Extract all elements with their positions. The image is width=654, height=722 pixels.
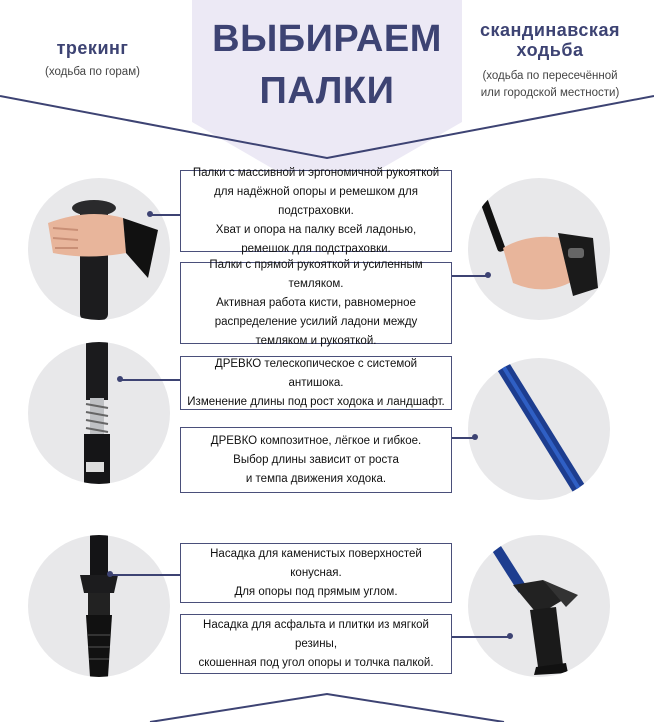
box-4-line-3: и темпа движения ходока. [245,472,387,485]
box-6-line-1: Насадка для асфальта и плитки из мягкой резины, [203,618,429,650]
pointer-dot-3 [117,376,123,382]
trekking-handle-image [28,178,170,320]
box-5-line-1: Насадка для каменистых поверхностей конусная. [210,547,422,579]
box-2-line-3: распределение усилий ладони между [214,315,418,328]
description-box-6 [180,614,452,674]
pointer-dot-5 [107,571,113,577]
right-category-title-line1: скандинавская [480,20,620,40]
page-title-line2: ПАЛКИ [259,70,395,112]
nordic-handle-image [468,178,610,320]
box-2-line-4: темляком и рукояткой. [255,334,377,347]
asphalt-tip-image [468,535,610,677]
pointer-dot-4 [472,434,478,440]
box-1-line-3: Хват и опора на палку всей ладонью, [215,223,417,236]
box-5-line-2: Для опоры под прямым углом. [234,585,398,598]
pointer-line-2 [450,275,488,277]
box-1-line-2: для надёжной опоры и ремешком для подстраховки. [214,185,418,217]
description-box-3 [180,356,452,410]
description-box-5 [180,543,452,603]
pointer-dot-2 [485,272,491,278]
right-category-title-line2: ходьба [516,40,584,60]
pointer-line-3 [120,379,180,381]
box-4-line-1: ДРЕВКО композитное, лёгкое и гибкое. [210,434,422,447]
page-title-line1: ВЫБИРАЕМ [212,18,442,60]
telescopic-shaft-image [28,342,170,484]
cone-tip-image [28,535,170,677]
pointer-dot-1 [147,211,153,217]
left-category-title: трекинг [56,38,129,58]
box-3-line-1: ДРЕВКО телескопическое с системой антишока. [214,357,418,389]
description-box-4 [180,427,452,493]
box-2-line-1: Палки с прямой рукояткой и усиленным темляком. [209,258,423,290]
right-category-subtitle-line2: или городской местности) [480,87,620,99]
right-category-subtitle-line1: (ходьба по пересечённой [482,70,618,82]
composite-shaft-image [468,358,610,500]
description-box-1 [180,166,452,255]
box-1-line-1: Палки с массивной и эргономичной рукояткой [192,166,440,179]
box-3-line-2: Изменение длины под рост ходока и ландшафт. [187,395,445,408]
pointer-line-6 [450,636,510,638]
box-1-line-4: ремешок для подстраховки. [241,242,391,255]
box-2-line-2: Активная работа кисти, равномерное [216,296,416,309]
description-box-2 [180,258,452,347]
pointer-dot-6 [507,633,513,639]
pointer-line-5 [110,574,180,576]
pointer-line-1 [150,214,180,216]
box-4-line-2: Выбор длины зависит от роста [233,453,399,466]
box-6-line-2: скошенная под угол опоры и толчка палкой. [198,656,434,669]
left-category-subtitle: (ходьба по горам) [45,66,140,78]
